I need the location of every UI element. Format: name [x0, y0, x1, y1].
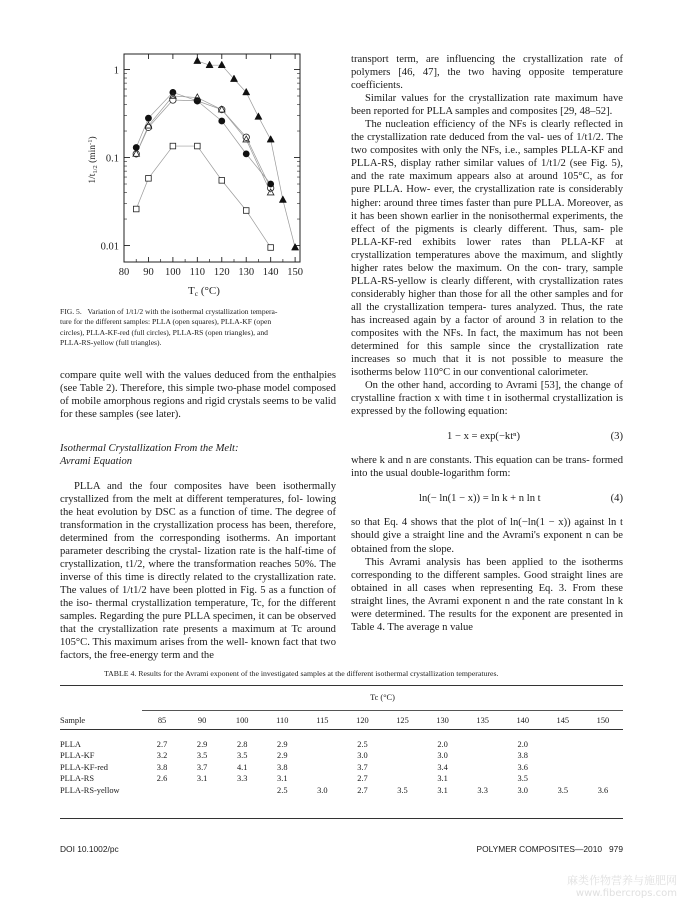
y-tick-label: 1 [113, 65, 119, 77]
open-square-marker [133, 206, 139, 212]
sample-name: PLLA-RS [60, 774, 94, 784]
caption-line-1 [60, 307, 336, 317]
avrami-value: 2.7 [357, 785, 368, 795]
footer-journal [477, 844, 623, 854]
table-header-rule [60, 729, 623, 730]
avrami-value: 4.1 [236, 762, 248, 772]
section-heading: Isothermal Crystallization From the Melt: Avrami Equation [60, 443, 239, 468]
plot-frame [124, 54, 300, 262]
avrami-value: 2.9 [196, 739, 208, 749]
caption-text-1: Variation of 1/t1/2 with the isothermal crystallization tempera- [87, 307, 278, 316]
avrami-value [543, 739, 583, 751]
x-tick-label: 140 [262, 267, 279, 278]
temp-header-100: 100 [235, 715, 249, 725]
avrami-value: 3.5 [517, 774, 528, 784]
sample-header: Sample [60, 715, 86, 725]
avrami-value: 3.4 [437, 762, 448, 772]
filled-circle-marker [219, 118, 225, 124]
avrami-value: 3.8 [517, 751, 528, 761]
equation-3-number: (3) [610, 431, 623, 443]
temp-header-110: 110 [276, 715, 289, 725]
avrami-value: 3.2 [156, 751, 168, 761]
avrami-value [583, 774, 623, 786]
avrami-value: 3.8 [156, 762, 168, 772]
paragraph-transport: transport term, are influencing the crystallization rate of polymers [46, 47], the two having opposite temperature coefficients. [351, 54, 623, 92]
open-square-marker [170, 143, 176, 149]
tc-group-header: Tc (°C) [370, 693, 395, 703]
avrami-value [382, 739, 422, 751]
table-row [60, 762, 623, 774]
paragraph-continuation: compare quite well with the values deduced from the enthalpies (see Table 2). Therefore, this simple two-phase model composed of mobile amorphous regions and rigid crystals seems to be valid for these samples (see later). [60, 370, 337, 421]
avrami-value: 3.1 [277, 774, 288, 784]
table-header-row [60, 711, 623, 731]
avrami-value: 3.0 [357, 751, 368, 761]
table-4-caption: TABLE 4. Results for the Avrami exponent of the investigated samples at the different isothermal crystallization temperatures. [104, 669, 499, 678]
avrami-value [302, 762, 342, 774]
watermark-cn: 麻类作物营养与施肥网 [567, 874, 677, 887]
filled-triangle-marker [267, 136, 274, 143]
open-square-marker [243, 208, 249, 214]
avrami-value [382, 774, 422, 786]
sample-name: PLLA-KF-red [60, 762, 108, 772]
avrami-value: 3.5 [397, 785, 408, 795]
temp-header-85: 85 [157, 715, 167, 725]
avrami-value: 2.9 [277, 751, 288, 761]
avrami-value: 2.0 [437, 739, 448, 749]
sample-name: PLLA-RS-yellow [60, 785, 120, 795]
x-axis-label: Tc (°C) [188, 285, 220, 298]
y-tick-label: 0.01 [100, 241, 119, 253]
equation-4 [351, 480, 623, 516]
crystallization-rate-chart [74, 48, 314, 298]
filled-triangle-marker [218, 61, 225, 68]
open-square-marker [268, 245, 274, 251]
filled-triangle-marker [292, 243, 299, 250]
x-tick-label: 120 [213, 267, 230, 278]
avrami-value: 3.5 [236, 751, 248, 761]
paragraph-isothermal: PLLA and the four composites have been isothermally crystallized from the melt at different temperatures, fol- lowing the heat evolution by DSC as a function of time. The degree of transformation in the crystallization process has been, therefore, determined from the corresponding isotherms. An important parameter describing the crystal- lization rate is the half-time of crystallization, t1/2, where the transformation reaches 50%. The inverse of this time is directly related to the crystallization rate. The values of 1/t1/2 have been plotted in Fig. 5 as a function of the iso- thermal crystallization temperature, Tc, for the different samples. Regarding the pure PLLA specimen, it can be observed that the crystallization rate presents a maximum at Tc around 105°C. This maximum arises from the well- known fact that two factors, the free-energy term and the [60, 480, 337, 662]
avrami-value [382, 762, 422, 774]
equation-4-number: (4) [610, 493, 623, 505]
avrami-value [182, 785, 222, 797]
avrami-value: 2.9 [277, 739, 288, 749]
table-row [60, 774, 623, 786]
avrami-value: 2.8 [236, 739, 248, 749]
x-tick-label: 130 [238, 267, 255, 278]
avrami-value [463, 774, 503, 786]
avrami-value: 3.1 [196, 774, 208, 784]
avrami-value: 3.3 [477, 785, 488, 795]
table-row [60, 785, 623, 797]
temp-header-140: 140 [516, 715, 530, 725]
series-line-2 [136, 92, 270, 184]
avrami-value: 3.8 [277, 762, 288, 772]
filled-circle-marker [145, 115, 151, 121]
avrami-value [142, 785, 182, 797]
open-circle-marker [145, 124, 151, 130]
avrami-value: 2.7 [357, 774, 368, 784]
sample-name: PLLA-KF [60, 751, 95, 761]
avrami-value: 3.5 [196, 751, 208, 761]
y-axis-label: $1/t_{1/2}$ $(\min^{-1})$ [87, 136, 99, 184]
footer-doi: DOI 10.1002/pc [60, 844, 119, 854]
x-tick-label: 100 [165, 267, 181, 278]
temp-header-125: 125 [396, 715, 409, 725]
right-column [351, 53, 623, 634]
table-4 [60, 688, 623, 731]
avrami-value: 2.7 [156, 739, 168, 749]
table-bottom-rule [60, 818, 623, 819]
avrami-value: 3.1 [437, 785, 448, 795]
caption-line-3: circles), PLLA-KF-red (full circles), PLLA-RS (open triangles), and [60, 327, 268, 337]
equation-3 [351, 418, 623, 454]
figure-5 [74, 48, 314, 298]
avrami-value [543, 774, 583, 786]
open-square-marker [146, 176, 152, 182]
caption-label: FIG. 5. [60, 307, 82, 316]
x-tick-label: 150 [287, 267, 303, 278]
open-circle-marker [170, 97, 176, 103]
avrami-value: 3.3 [236, 774, 248, 784]
avrami-value: 3.0 [517, 785, 528, 795]
table-row [60, 751, 623, 763]
x-tick-label: 80 [118, 267, 130, 278]
avrami-value [302, 774, 342, 786]
watermark [567, 872, 677, 899]
temp-header-135: 135 [476, 715, 489, 725]
equation-3-text: 1 − x = exp(−ktⁿ) [447, 431, 521, 443]
y-tick-label: 0.1 [105, 153, 119, 165]
temp-header-120: 120 [356, 715, 369, 725]
avrami-value [543, 751, 583, 763]
avrami-value: 3.6 [517, 762, 528, 772]
avrami-value [302, 751, 342, 763]
avrami-value [463, 751, 503, 763]
avrami-value: 3.7 [196, 762, 208, 772]
avrami-value: 2.0 [517, 739, 528, 749]
paragraph-constants: where k and n are constants. This equation can be trans- formed into the usual double-logarithm form: [351, 455, 623, 480]
temp-header-130: 130 [436, 715, 449, 725]
paragraph-avrami-analysis: This Avrami analysis has been applied to the isotherms corresponding to the different samples. Good straight lines are obtained in all cases when representing Eq. 3. From these straight lines, the Avrami exponent n and the rate constant ln k were determined. The results for the exponent are presented in Table 4. The average n value [351, 556, 624, 633]
filled-circle-marker [268, 181, 274, 187]
caption-line-4: PLLA-RS-yellow (full triangles). [60, 338, 162, 348]
avrami-value [302, 739, 342, 751]
page-number: 979 [609, 844, 623, 854]
open-square-marker [195, 143, 201, 149]
temp-header-150: 150 [596, 715, 610, 725]
avrami-value: 3.6 [597, 785, 609, 795]
temp-header-90: 90 [197, 715, 207, 725]
avrami-value [463, 762, 503, 774]
avrami-value [543, 762, 583, 774]
series-line-1 [136, 100, 270, 188]
avrami-value [463, 739, 503, 751]
sample-name: PLLA [60, 739, 81, 749]
paragraph-plot: so that Eq. 4 shows that the plot of ln(−ln(1 − x)) against ln t should give a straight line and the Avrami's exponent n can be obtained from the slope. [351, 517, 624, 555]
watermark-url: www.fibercrops.com [575, 888, 677, 899]
avrami-value: 3.7 [357, 762, 368, 772]
caption-line-2: ture for the different samples: PLLA (open squares), PLLA-KF (open [60, 317, 272, 327]
avrami-table [60, 688, 623, 731]
avrami-value [583, 739, 623, 751]
x-tick-label: 90 [143, 267, 154, 278]
series-line-0 [136, 146, 270, 247]
open-square-marker [219, 178, 225, 184]
avrami-value: 2.5 [357, 739, 368, 749]
series-line-3 [136, 96, 270, 193]
table-top-rule [60, 685, 623, 686]
table-body [60, 739, 623, 797]
filled-triangle-marker [279, 196, 286, 203]
filled-circle-marker [243, 151, 249, 157]
paragraph-avrami-intro: On the other hand, according to Avrami [53], the change of crystalline fraction x with time t in isothermal crystallization is expressed by the following equation: [351, 380, 623, 418]
filled-triangle-marker [255, 113, 262, 120]
avrami-value [222, 785, 262, 797]
table-row [60, 739, 623, 751]
avrami-value: 3.0 [437, 751, 448, 761]
avrami-value: 3.5 [557, 785, 569, 795]
paragraph-nucleation: The nucleation efficiency of the NFs is clearly reflected in the crystallization rate deduced from the val- ues of 1/t1/2. The two composites with only the NFs, i.e., samples PLLA-KF and PLLA-RS, display rather similar values of 1/t1/2 (see Fig. 5), and the rate maximum appears also at around 105°C, as for pure PLLA. How- ever, the crystallization rate is considerably higher: around three times faster than pure PLLA. Moreover, as it has been shown earlier in the nonisothermal experiments, the effect of the pigments is clearly different. Thus, sam- ple PLLA-KF-red exhibits lower rates than PLLA-KF at crystallization temperatures above the maximum, and slightly higher rates below the maximum. On the con- trary, sample PLLA-RS-yellow is clearly different, with crystallization rates considerably higher than those for all the other samples and for all the crystallization tempera- tures analyzed. Thus, the rate has increased again by a factor of around 3 in relation to the composites with the NFs. In fact, the maximum has not been determined for this sample since the crystallization rate increases so much that it is not possible to measure the isotherms below 110°C in our conventional calorimeter. [351, 119, 624, 379]
equation-4-text: ln(− ln(1 − x)) = ln k + n ln t [419, 493, 541, 505]
paragraph-similar-values: Similar values for the crystallization rate maximum have been reported for PLLA samples and composites [29, 48–52]. [351, 93, 623, 118]
filled-triangle-marker [194, 57, 201, 64]
avrami-value: 2.5 [277, 785, 288, 795]
avrami-value: 3.0 [317, 785, 328, 795]
journal-name: POLYMER COMPOSITES—2010 [476, 844, 603, 854]
x-tick-label: 110 [189, 267, 206, 278]
avrami-value: 3.1 [437, 774, 448, 784]
avrami-value [583, 751, 623, 763]
temp-header-145: 145 [556, 715, 570, 725]
temp-header-115: 115 [316, 715, 329, 725]
figure-caption [60, 307, 336, 349]
avrami-value [583, 762, 623, 774]
avrami-value: 2.6 [156, 774, 168, 784]
left-column [60, 369, 336, 662]
avrami-value [382, 751, 422, 763]
